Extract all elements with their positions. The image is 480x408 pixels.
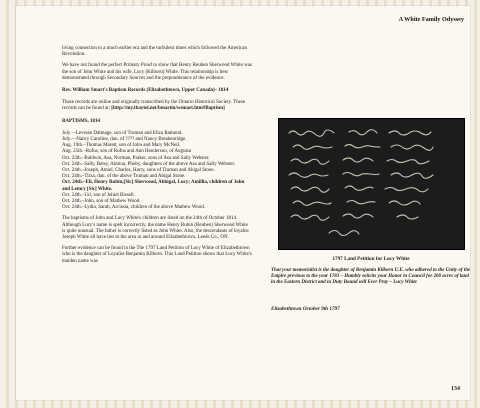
section-heading-baptism-records: Rev. William Smart's Baptism Records (Elizabethtown, Upper Canada)– 1814: [62, 88, 229, 94]
baptism-entry: Oct. 24th.–Uri, son of Jehiel Bissell.: [62, 192, 135, 198]
section-heading-baptisms-1814: BAPTISMS, 1814: [62, 118, 101, 124]
petition-date: Elizabethtown October 9th 1797: [271, 306, 340, 312]
paragraph-continuation: living connection to a much earlier era and the turbulent times which followed the American Revolution.: [62, 46, 247, 58]
page-number: 134: [451, 386, 460, 392]
land-petition-image: [278, 118, 465, 250]
baptism-entry-white-family: Oct. 24th.–Eli, Henry Rubin,[Sic] Sherwood, Abbigal, Lucy; Amillia, children of John and Lemcy [Sic] White.: [62, 180, 245, 192]
running-header: A White Family Odyssey: [398, 16, 464, 23]
image-caption: 1797 Land Petition for Lucy White: [332, 256, 410, 262]
records-url: [http://my.tbaytel.net/bmartin/wsmart.htm#Baptism]: [111, 106, 225, 112]
paragraph-records-source: [62, 100, 252, 112]
baptism-entry: Oct. 24th.–Joseph, Amiel, Charles, Harry, sons of Truman and Abigal Stone.: [62, 168, 215, 174]
records-source-text: These records are online and originally transcribed by the Ontario Historical Society. These records can be found at:: [62, 100, 245, 112]
baptism-entry: July.—Nancy Caroline, dau. of ???? and Nancy Breakenridge.: [62, 137, 187, 143]
paragraph-primary-proof: We have not found the perfect Primary Proof to show that Henry Reuben Sherwood White was the son of John White and his wife, Lucy (Kilborn) White. This relationship is best demonstrated through Secondary Sources and the preponderance of the evidence.: [62, 63, 252, 81]
baptism-list: [62, 131, 252, 212]
left-column: [62, 46, 252, 270]
paragraph-baptisms-analysis: The baptisms of John and Lucy White's children are listed on the 24th of October 1814. Although Lucy's name is spelt incorrectly, the name Henry Rubin (Reuben) Sherwood White is quite unusual. The father is correctly listed as John White. Also, the descendants of loyalist Joseph White all have ties to the area in and around Elizabethtown, Leeds Co., ON.: [62, 216, 249, 241]
baptism-entry: Oct. 23th.–Baldwin, Asa, Norman, Parker, sons of Asa and Sally Webster.: [62, 155, 210, 161]
baptism-entry: July –-Leveran Dalmage, son of Truman and Eliza Ramond.: [62, 130, 183, 136]
document-page: [16, 6, 470, 400]
paragraph-land-petition: Further evidence can be found in the The 1797 Land Petition of Lucy White of Elizabethtown who is the daughter of Loyalist Benjamin Kilborn. This Land Petition shows that Lucy White's maiden name was: [62, 246, 252, 264]
handwriting-illustration: [279, 119, 464, 249]
baptism-entry: Oct. 24th.–John, son of Mathew Wood.: [62, 199, 141, 205]
baptism-entry: Aug. 19th.–Thomas Marett, son of John and Mary McNeil.: [62, 143, 181, 149]
baptism-entry: Oct. 24th.–Sally, Betsy, Almina, Phoby, daughters of the above Asa and Sally Webster.: [62, 161, 236, 167]
baptism-entry: Oct. 24th.–Lydia, Sarah, Arcissia, children of the above Mathew Wood.: [62, 205, 205, 211]
petition-quote: That your memorialist is the daughter of Benjamin Kilborn U.E. who adhered to the Unity of the Empire previous to the year 1783 – Humbly solicits your Honor in Council for 200 acres of land in the Eastern District and in Duty Bound will Ever Pray – Lucy White: [271, 268, 471, 286]
baptism-entry: Aug. 25th.–Rufus, son of Rufus and Ann Henderson, of Augusta: [62, 149, 192, 155]
baptism-entry: Oct. 24th.–Tirza, dau. of the above Truman and Abigal Stone.: [62, 174, 186, 180]
